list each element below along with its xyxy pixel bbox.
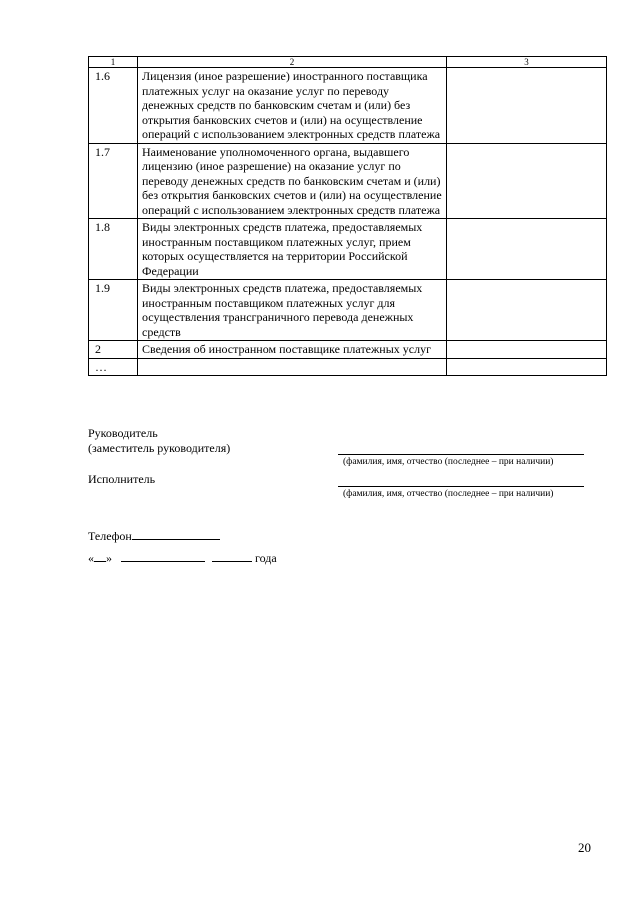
executor-signature-line[interactable] bbox=[338, 486, 584, 487]
row-description: Лицензия (иное разрешение) иностранного поставщика платежных услуг на оказание услуг по переводу денежных средств по банковским счетам и (или) без открытия банковских счетов и (или) на осуществление операций с использованием электронных средств платежа bbox=[138, 68, 447, 144]
head-label-deputy: (заместитель руководителя) bbox=[88, 441, 231, 455]
column-header-value: 3 bbox=[447, 57, 607, 68]
date-year-field[interactable] bbox=[212, 551, 252, 562]
date-month-field[interactable] bbox=[121, 551, 205, 562]
row-value[interactable] bbox=[447, 358, 607, 376]
row-value[interactable] bbox=[447, 341, 607, 359]
row-number: 2 bbox=[89, 341, 138, 359]
head-signature-line[interactable] bbox=[338, 454, 584, 455]
row-description: Сведения об иностранном поставщике платежных услуг bbox=[138, 341, 447, 359]
date-close-quote: » bbox=[106, 551, 112, 565]
table-row bbox=[89, 280, 607, 341]
info-table bbox=[88, 56, 607, 376]
row-number: 1.8 bbox=[89, 219, 138, 280]
row-description bbox=[138, 358, 447, 376]
row-value[interactable] bbox=[447, 280, 607, 341]
row-description: Виды электронных средств платежа, предоставляемых иностранным поставщиком платежных услуг для осуществления трансграничного перевода денежных средств bbox=[138, 280, 447, 341]
executor-label: Исполнитель bbox=[88, 472, 156, 486]
table-row bbox=[89, 341, 607, 359]
row-number: 1.9 bbox=[89, 280, 138, 341]
phone-row bbox=[88, 529, 220, 544]
phone-field[interactable] bbox=[132, 529, 220, 540]
row-value[interactable] bbox=[447, 143, 607, 219]
row-description: Виды электронных средств платежа, предоставляемых иностранным поставщиком платежных услуг, прием которых осуществляется на территории Российской Федерации bbox=[138, 219, 447, 280]
row-number: 1.6 bbox=[89, 68, 138, 144]
table-row bbox=[89, 143, 607, 219]
table-row bbox=[89, 219, 607, 280]
head-label: Руководитель bbox=[88, 426, 158, 440]
phone-label: Телефон bbox=[88, 529, 132, 543]
table-header-row bbox=[89, 57, 607, 68]
column-header-number: 1 bbox=[89, 57, 138, 68]
head-signature-caption: (фамилия, имя, отчество (последнее – при наличии) bbox=[343, 457, 554, 467]
executor-signature-caption: (фамилия, имя, отчество (последнее – при наличии) bbox=[343, 489, 554, 499]
table-row bbox=[89, 68, 607, 144]
row-value[interactable] bbox=[447, 68, 607, 144]
row-description: Наименование уполномоченного органа, выдавшего лицензию (иное разрешение) на оказание услуг по переводу денежных средств по банковским счетам и (или) без открытия банковских счетов и (или) на осуществление операций с использованием электронных средств платежа bbox=[138, 143, 447, 219]
date-year-suffix: года bbox=[255, 551, 277, 565]
date-open-quote: « bbox=[88, 551, 94, 565]
date-day-field[interactable] bbox=[94, 551, 106, 562]
row-number: … bbox=[89, 358, 138, 376]
page-number: 20 bbox=[578, 840, 591, 855]
table-row bbox=[89, 358, 607, 376]
column-header-description: 2 bbox=[138, 57, 447, 68]
row-number: 1.7 bbox=[89, 143, 138, 219]
date-row bbox=[88, 551, 277, 566]
row-value[interactable] bbox=[447, 219, 607, 280]
